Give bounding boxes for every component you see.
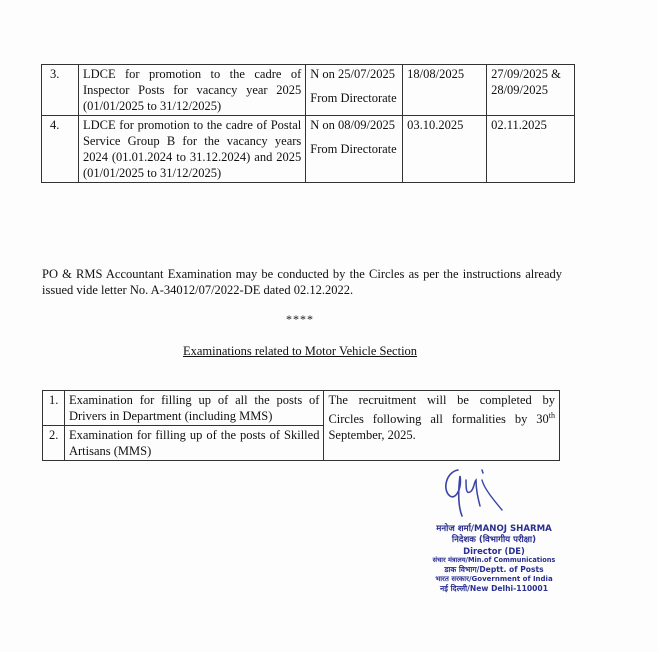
stamp-department: डाक विभाग/Deptt. of Posts	[444, 565, 544, 574]
serial-number: 1.	[43, 391, 65, 426]
motor-vehicle-exam-table	[42, 390, 560, 461]
exam-description: Examination for filling up of all the posts of Drivers in Department (including MMS)	[64, 391, 323, 426]
exam-date: 02.11.2025	[487, 116, 575, 183]
stamp-ministry: संचार मंत्रालय/Min.of Communications	[432, 556, 556, 564]
table-row	[43, 391, 560, 426]
official-stamp	[412, 524, 576, 594]
last-date: 18/08/2025	[403, 65, 487, 116]
notification-cell	[306, 116, 403, 183]
exam-description: Examination for filling up of the posts of Skilled Artisans (MMS)	[64, 426, 323, 461]
serial-number: 2.	[43, 426, 65, 461]
examination-schedule-table	[41, 64, 575, 183]
notification-source: From Directorate	[310, 91, 397, 105]
accountant-exam-note: PO & RMS Accountant Examination may be conducted by the Circles as per the instructions already issued vide letter No. A-34012/07/2022-DE dated 02.12.2022.	[42, 267, 562, 297]
notification-date: N on 25/07/2025	[310, 67, 396, 81]
serial-number: 3.	[42, 65, 79, 116]
serial-number: 4.	[42, 116, 79, 183]
stamp-location: नई दिल्ली/New Delhi-110001	[440, 584, 548, 593]
remark-superscript: th	[548, 411, 555, 420]
recruitment-remark	[324, 391, 560, 461]
remark-end: September, 2025.	[328, 428, 416, 443]
stamp-government: भारत सरकार/Government of India	[435, 575, 553, 583]
section-heading-text: Examinations related to Motor Vehicle Section	[182, 344, 418, 358]
table-row	[42, 65, 575, 116]
stamp-designation: Director (DE)	[463, 546, 525, 556]
stamp-designation-hindi: निदेशक (विभागीय परीक्षा)	[451, 535, 537, 545]
notification-date: N on 08/09/2025	[310, 118, 396, 132]
notification-source: From Directorate	[310, 142, 397, 156]
notification-cell	[306, 65, 403, 116]
remark-text: The recruitment will be completed by Circles following all formalities by 30	[328, 393, 555, 427]
stamp-name: मनोज शर्मा/MANOJ SHARMA	[436, 524, 552, 534]
exam-date: 27/09/2025 & 28/09/2025	[487, 65, 575, 116]
section-heading	[0, 344, 600, 359]
exam-description: LDCE for promotion to the cadre of Inspector Posts for vacancy year 2025 (01/01/2025 to 31/12/2025)	[78, 65, 305, 116]
signature-icon	[436, 462, 506, 518]
table-row	[42, 116, 575, 183]
last-date: 03.10.2025	[403, 116, 487, 183]
exam-description: LDCE for promotion to the cadre of Postal Service Group B for the vacancy years 2024 (01.01.2024 to 31.12.2024) and 2025 (01/01/2025 to 31/12/2025)	[78, 116, 305, 183]
separator: ****	[286, 312, 314, 326]
